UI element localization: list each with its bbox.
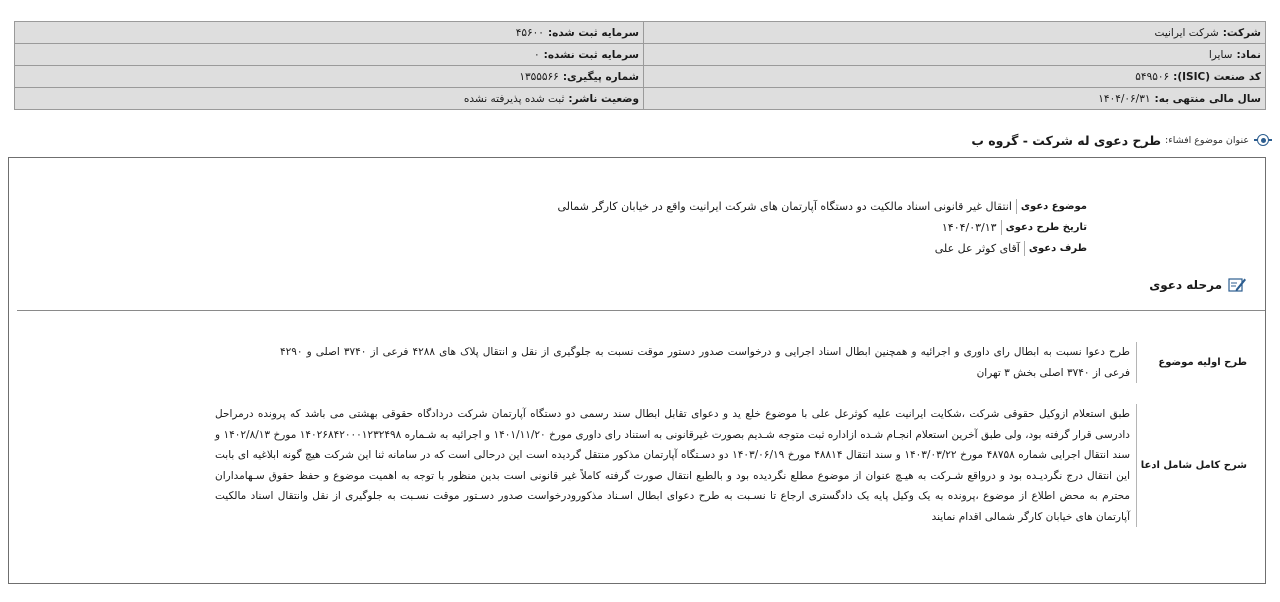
claim-date-label: تاریخ طرح دعوی: [1001, 220, 1087, 235]
symbol-label: نماد:: [1236, 48, 1261, 61]
claim-info: [557, 196, 1087, 259]
claim-subject-value: انتقال غیر قانونی اسناد مالکیت دو دستگاه آپارتمان های شرکت ایرانیت واقع در خیابان کارگر شمالی: [557, 200, 1012, 213]
fiscal-year-label: سال مالی منتهی به:: [1154, 92, 1261, 105]
fiscal-year-cell: [644, 88, 1266, 110]
initial-claim-label: طرح اولیه موضوع: [1158, 357, 1247, 368]
registered-capital-cell: [15, 22, 644, 44]
disclosure-subject-prefix: عنوان موضوع افشاء:: [1165, 134, 1249, 146]
claim-party-value: آقای کوثر عل علی: [934, 242, 1020, 255]
company-value: شرکت ایرانیت: [1154, 26, 1219, 39]
isic-value: ۵۴۹۵۰۶: [1135, 70, 1170, 83]
stage-header: [1149, 276, 1247, 293]
disclosure-subject-title: طرح دعوی له شرکت - گروه ب: [971, 132, 1162, 148]
claim-date-value: ۱۴۰۴/۰۳/۱۳: [941, 221, 997, 234]
registered-capital-value: ۴۵۶۰۰: [515, 26, 544, 39]
claim-subject-label: موضوع دعوی: [1016, 199, 1087, 214]
company-label: شرکت:: [1222, 26, 1261, 39]
publisher-status-value: ثبت شده پذیرفته نشده: [463, 92, 565, 105]
isic-cell: [644, 66, 1266, 88]
initial-claim-row: [280, 342, 1247, 383]
unregistered-capital-label: سرمایه ثبت نشده:: [543, 48, 639, 61]
stage-title: مرحله دعوی: [1149, 277, 1222, 292]
company-info-row: [15, 22, 1266, 44]
stage-divider: [17, 310, 1265, 311]
tracking-number-label: شماره پیگیری:: [562, 70, 639, 83]
disclosure-subject: [971, 130, 1272, 150]
full-description-row: [215, 404, 1247, 527]
full-description-label: شرح کامل شامل ادعا: [1140, 460, 1247, 471]
unregistered-capital-cell: [15, 44, 644, 66]
tracking-number-cell: [15, 66, 644, 88]
circle-bullet-icon: [1254, 131, 1272, 149]
claim-party-row: [557, 238, 1087, 259]
company-info-row: [15, 44, 1266, 66]
symbol-value: سایرا: [1208, 48, 1233, 61]
publisher-status-label: وضعیت ناشر:: [568, 92, 639, 105]
unregistered-capital-value: ۰: [534, 48, 540, 61]
publisher-status-cell: [15, 88, 644, 110]
registered-capital-label: سرمایه ثبت شده:: [547, 26, 639, 39]
tracking-number-value: ۱۳۵۵۵۶۶: [519, 70, 559, 83]
edit-note-icon: [1228, 276, 1247, 293]
company-info-row: [15, 88, 1266, 110]
claim-subject-row: [557, 196, 1087, 217]
full-description-text: طبق استعلام ازوکیل حقوقی شرکت ،شکایت ایرانیت علیه کوثرعل علی با موضوع خلع ید و دعوای تقابل ابطال سند رسمی دو دستگاه آپارتمان شرکت دردادگاه حقوقی بهشتی می باشد که پرونده درمراحل دادرسی قرار گرفته بود، ولی طبق آخرین استعلام انجـام شـده ازاداره ثبت متوجه شـدیم بصورت غیرقانونی به استناد رای داوری مورخ ۱۴۰۱/۱۱/۲۰ و اجرائیه به شـماره ۱۴۰۲۶۸۴۲۰۰۰۱۲۳۲۴۹۸ مورخ ۱۴۰۲/۸/۱۳ و سند انتقال اجرایی شماره ۴۸۷۵۸ مورخ ۱۴۰۳/۰۳/۲۲ و سند انتقال ۴۸۸۱۴ مورخ ۱۴۰۳/۰۶/۱۹ دو دسـتگاه آپارتمان مذکور منتقل گردیده است این درحالی است که در سامانه ثنا این شرکت هیچ گونه ابلاغیه ای بابت این انتقال درج نگردیـده بود و درواقع شـرکت به هیـچ عنوان از موضوع مطلع نگردیده بود و بالطبع انتقال صورت گرفته کاملاً غیر قانونی است بدین منظور با توجه به اهمیت موضوع و حفظ حقوق سـهامداران محترم به محض اطلاع از موضوع ،پرونده به یک وکیل پایه یک دادگستری ارجاع تا نسـبت به طرح دعوای ابطال اسـناد مذکورودرخواست صدور دسـتور موقت نسـبت به جلوگیری از نقل وانتقال اسناد مالکیت آپارتمان های خیابان کارگر شمالی اقدام نمایند: [215, 404, 1137, 527]
claim-panel: [8, 157, 1266, 584]
claim-date-row: [557, 217, 1087, 238]
fiscal-year-value: ۱۴۰۴/۰۶/۳۱: [1098, 92, 1151, 105]
claim-party-label: طرف دعوی: [1024, 241, 1087, 256]
symbol-cell: [644, 44, 1266, 66]
isic-label: کد صنعت (ISIC):: [1173, 70, 1261, 83]
company-info-row: [15, 66, 1266, 88]
company-info-table: [14, 21, 1266, 110]
company-cell: [644, 22, 1266, 44]
initial-claim-text: طرح دعوا نسبت به ابطال رای داوری و اجرائیه و همچنین ابطال اسناد اجرایی و درخواست صدور دستور موقت نسبت به جلوگیری از نقل و انتقال پلاک های ۴۲۸۸ فرعی از ۳۷۴۰ اصلی و ۴۲۹۰ فرعی از ۳۷۴۰ اصلی بخش ۳ تهران: [280, 342, 1137, 383]
